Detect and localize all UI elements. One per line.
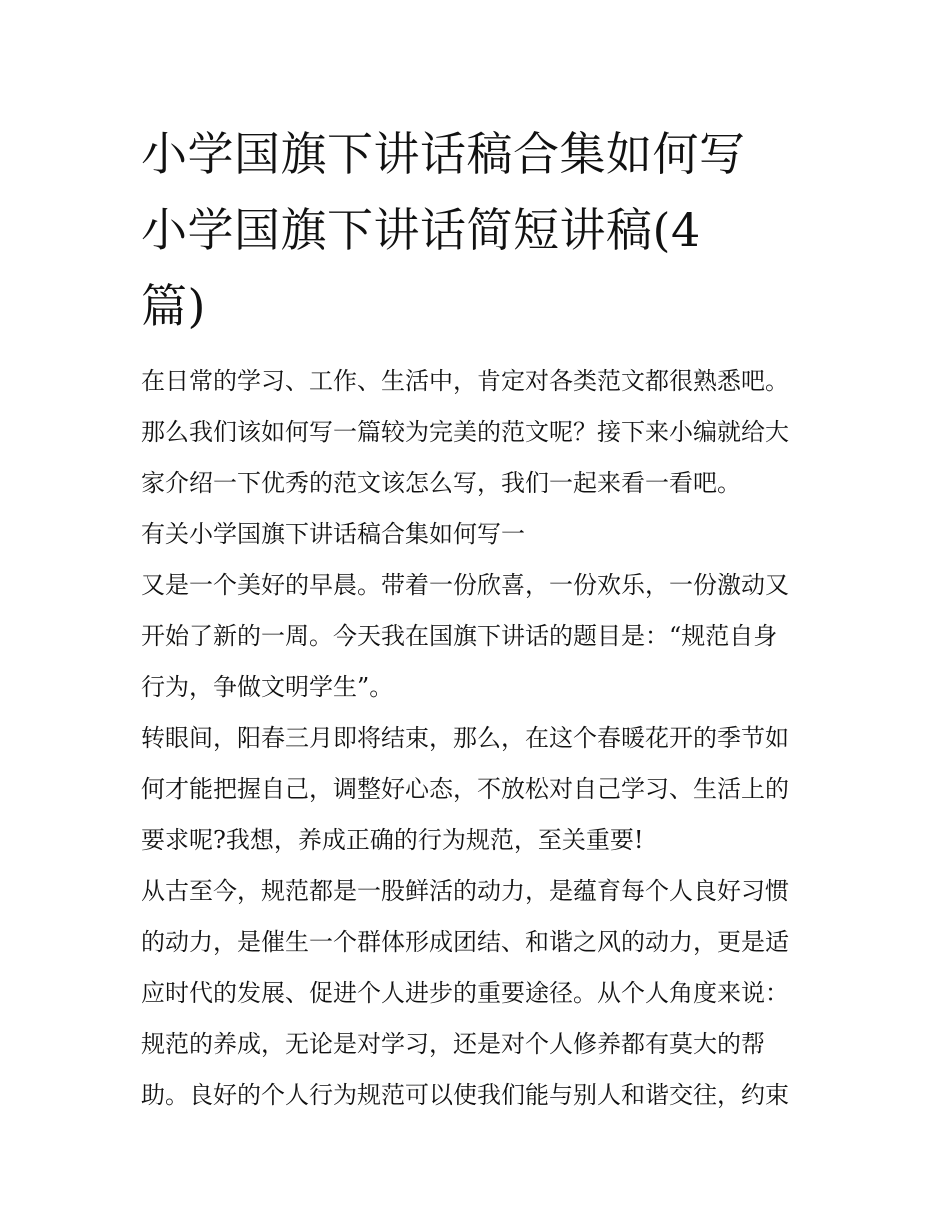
- body-line: 的动力，是催生一个群体形成团结、和谐之风的动力，更是适: [141, 928, 789, 956]
- body-line: 开始了新的一周。今天我在国旗下讲话的题目是：“规范自身: [141, 622, 778, 650]
- body-line: 家介绍一下优秀的范文该怎么写，我们一起来看一看吧。: [141, 469, 741, 497]
- body-line: 那么我们该如何写一篇较为完美的范文呢？接下来小编就给大: [141, 418, 789, 446]
- body-line: 何才能把握自己，调整好心态，不放松对自己学习、生活上的: [141, 775, 789, 803]
- body-line: 应时代的发展、促进个人进步的重要途径。从个人角度来说：: [141, 979, 789, 1007]
- body-line: 要求呢?我想，养成正确的行为规范，至关重要!: [141, 826, 644, 854]
- title-line: 篇): [141, 279, 206, 333]
- body-line: 助。良好的个人行为规范可以使我们能与别人和谐交往，约束: [141, 1081, 789, 1109]
- body-line: 在日常的学习、工作、生活中，肯定对各类范文都很熟悉吧。: [141, 367, 789, 395]
- title-line: 小学国旗下讲话简短讲稿(4: [141, 203, 701, 257]
- body-line: 行为，争做文明学生”。: [141, 673, 394, 701]
- title-line: 小学国旗下讲话稿合集如何写: [141, 127, 746, 181]
- body-line: 规范的养成，无论是对学习，还是对个人修养都有莫大的帮: [141, 1030, 765, 1058]
- body-line: 又是一个美好的早晨。带着一份欣喜，一份欢乐，一份激动又: [141, 571, 789, 599]
- document-body: [141, 356, 821, 1121]
- body-line: 转眼间，阳春三月即将结束，那么，在这个春暖花开的季节如: [141, 724, 789, 752]
- body-line: 从古至今，规范都是一股鲜活的动力，是蕴育每个人良好习惯: [141, 877, 789, 905]
- section-heading: 有关小学国旗下讲话稿合集如何写一: [141, 520, 525, 548]
- document-title: [141, 116, 831, 344]
